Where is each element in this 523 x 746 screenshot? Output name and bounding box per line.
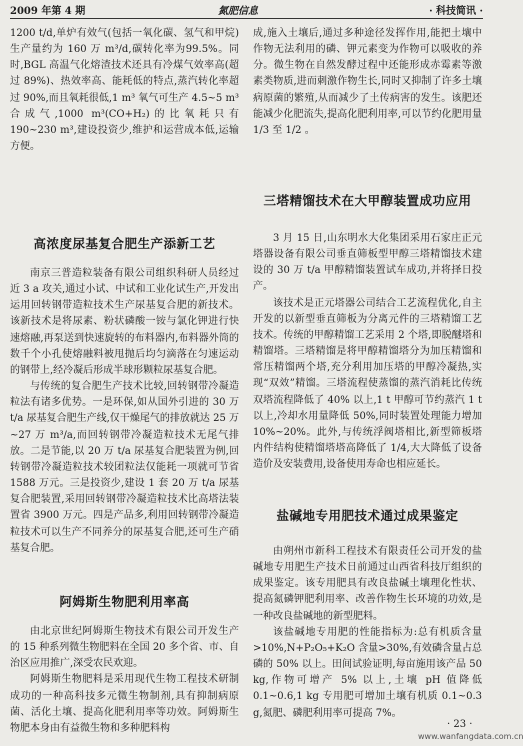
continued-article (253, 26, 482, 139)
page-number: · 23 · (447, 719, 473, 730)
article-title: 阿姆斯生物肥利用率高 (59, 594, 190, 609)
article-bio-fertilizer-body (10, 624, 239, 737)
header-rule (10, 18, 483, 19)
continued-paragraph: 1200 t/d,单炉有效气(包括一氧化碳、氢气和甲烷)生产量约为 160 万 m³/d,碳转化率为99.5%。同时,BGL 高温气化熔渣技术还具有冷煤气效率高(超过 89%)、热效率高、能耗低的特点,蒸汽转化率超过 90%,而且氧耗很低,1 m³ 氧气可生产 4.5~5 m³ 合成气,1000 m³(CO+H₂)的比氧耗只有 190~230 m³,建设投资少,维护和运营成本低,运输方便。 (10, 28, 239, 153)
article-paragraph: 该盐碱地专用肥的性能指标为:总有机质含量>10%,N+P₂O₅+K₂O 含量>30%,有效磷含量占总磷的 50% 以上。田间试验证明,每亩施用该产品 50 kg,作物可增产 5% 以上,土壤 pH 值降低 0.1~0.6,1 kg 专用肥可增加土壤有机质 0.1~0.3 g,氮肥、磷肥利用率可提高 7%。 (253, 626, 482, 719)
article-composite-fertilizer-body (10, 266, 239, 557)
article-methanol-distillation-body (253, 231, 482, 473)
article-title: 高浓度尿基复合肥生产添新工艺 (33, 236, 216, 251)
article-saline-soil-fertilizer (253, 506, 482, 524)
article-composite-fertilizer (10, 234, 239, 252)
issue-label: 2009 年第 4 期 (10, 6, 86, 17)
article-bio-fertilizer (10, 592, 239, 610)
article-title: 三塔精馏技术在大甲醇装置成功应用 (263, 193, 472, 208)
article-paragraph: 该技术是正元塔器公司结合工艺流程优化,自主开发的以新型垂直筛板为分离元件的三塔精馏工艺技术。传统的甲醇精馏工艺采用 2 个塔,即脱醚塔和精馏塔。三塔精馏是将甲醇精馏塔分为加压精馏和常压精馏两个塔,充分利用加压塔的甲醇冷凝热,实现“双效”精馏。三塔流程使蒸馏的蒸汽消耗比传统双塔流程降低了 40% 以上,1 t 甲醇可节约蒸汽 1 t 以上,冷却水用量降低 50%,同时装置处理能力增加 10%~20%。此外,与传统浮阀塔相比,新型筛板塔内件结构使精馏塔塔高降低了 1/4,大大降低了设备造价及安装费用,设备使用寿命也相应延长。 (253, 297, 482, 471)
article-methanol-distillation (253, 191, 482, 209)
continued-paragraph: 成,施入土壤后,通过多种途径发挥作用,能把土壤中作物无法利用的磷、钾元素变为作物可以吸收的养分。微生物在自然发酵过程中还能形成赤霉素等激素类物质,进而刺激作物生长,同时又抑制了许多土壤病原菌的繁殖,从而减少了土传病害的发生。该肥还能减少化肥流失,提高化肥利用率,可以节约化肥用量 1/3 至 1/2 。 (253, 28, 482, 136)
article-paragraph: 由朔州市新科工程技术有限责任公司开发的盐碱地专用肥生产技术日前通过山西省科技厅组织的成果鉴定。该专用肥具有改良盐碱土壤理化性状、提高氮磷钾肥利用率、改善作物生长环境的功效,是一种改良盐碱地的新型肥料。 (253, 546, 482, 622)
continued-article (10, 26, 239, 155)
article-paragraph: 与传统的复合肥生产技术比较,回转钢带冷凝造粒法有诸多优势。一是环保,如从国外引进的 30 万 t/a 尿基复合肥生产线,仅干燥尾气的排放就达 25 万~27 万 m³/a,而回转钢带冷凝造粒技术无尾气排放。二是节能,以 20 万 t/a 尿基复合肥装置为例,回转钢带冷凝造粒技术较团粒法仅能耗一项就可节省 1588 万元。三是投资少,建设 1 套 20 万 t/a 尿基复合肥装置,采用回转钢带冷凝造粒技术比高塔法装置省 3900 万元。四是产品多,利用回转钢带冷凝造粒技术可以生产不同养分的尿基复合肥,还可生产硝基复合肥。 (10, 381, 239, 554)
running-header (10, 2, 483, 16)
article-title: 盐碱地专用肥技术通过成果鉴定 (276, 508, 459, 523)
section-label: · 科技简讯 · (429, 6, 483, 17)
article-paragraph: 由北京世纪阿姆斯生物技术有限公司开发生产的 15 种系列微生物肥料在全国 20 多个省、市、自治区应用推广,深受农民欢迎。 (10, 626, 239, 670)
article-paragraph: 南京三普造粒装备有限公司组织科研人员经过近 3 a 攻关,通过小试、中试和工业化试生产,开发出运用回转钢带造粒技术生产尿基复合肥的新技术。该新技术是将尿素、粉状磷酸一铵与氯化钾进行快速熔融,再泵送到快速旋转的布料器内,布料器外筒的数千个小孔使熔融料被甩抛后均匀滴落在匀速运动的钢带上,经冷凝后形成半球形颗粒尿基复合肥。 (10, 268, 239, 376)
article-paragraph: 阿姆斯生物肥料是采用现代生物工程技术研制成功的一种高科技多元微生物制剂,具有抑制病原菌、活化土壤、提高化肥利用率等功效。阿姆斯生物肥本身由有益微生物和多种肥料构 (10, 674, 239, 734)
journal-name: 氮肥信息 (218, 6, 258, 17)
watermark: www.wanfangdata.com.cn (418, 732, 523, 741)
article-saline-soil-fertilizer-body (253, 544, 482, 722)
article-paragraph: 3 月 15 日,山东明水大化集团采用石家庄正元塔器设备有限公司垂直筛板型甲醇三塔精馏技术建设的 30 万 t/a 甲醇精馏装置试车成功,并将择日投产。 (253, 233, 482, 293)
